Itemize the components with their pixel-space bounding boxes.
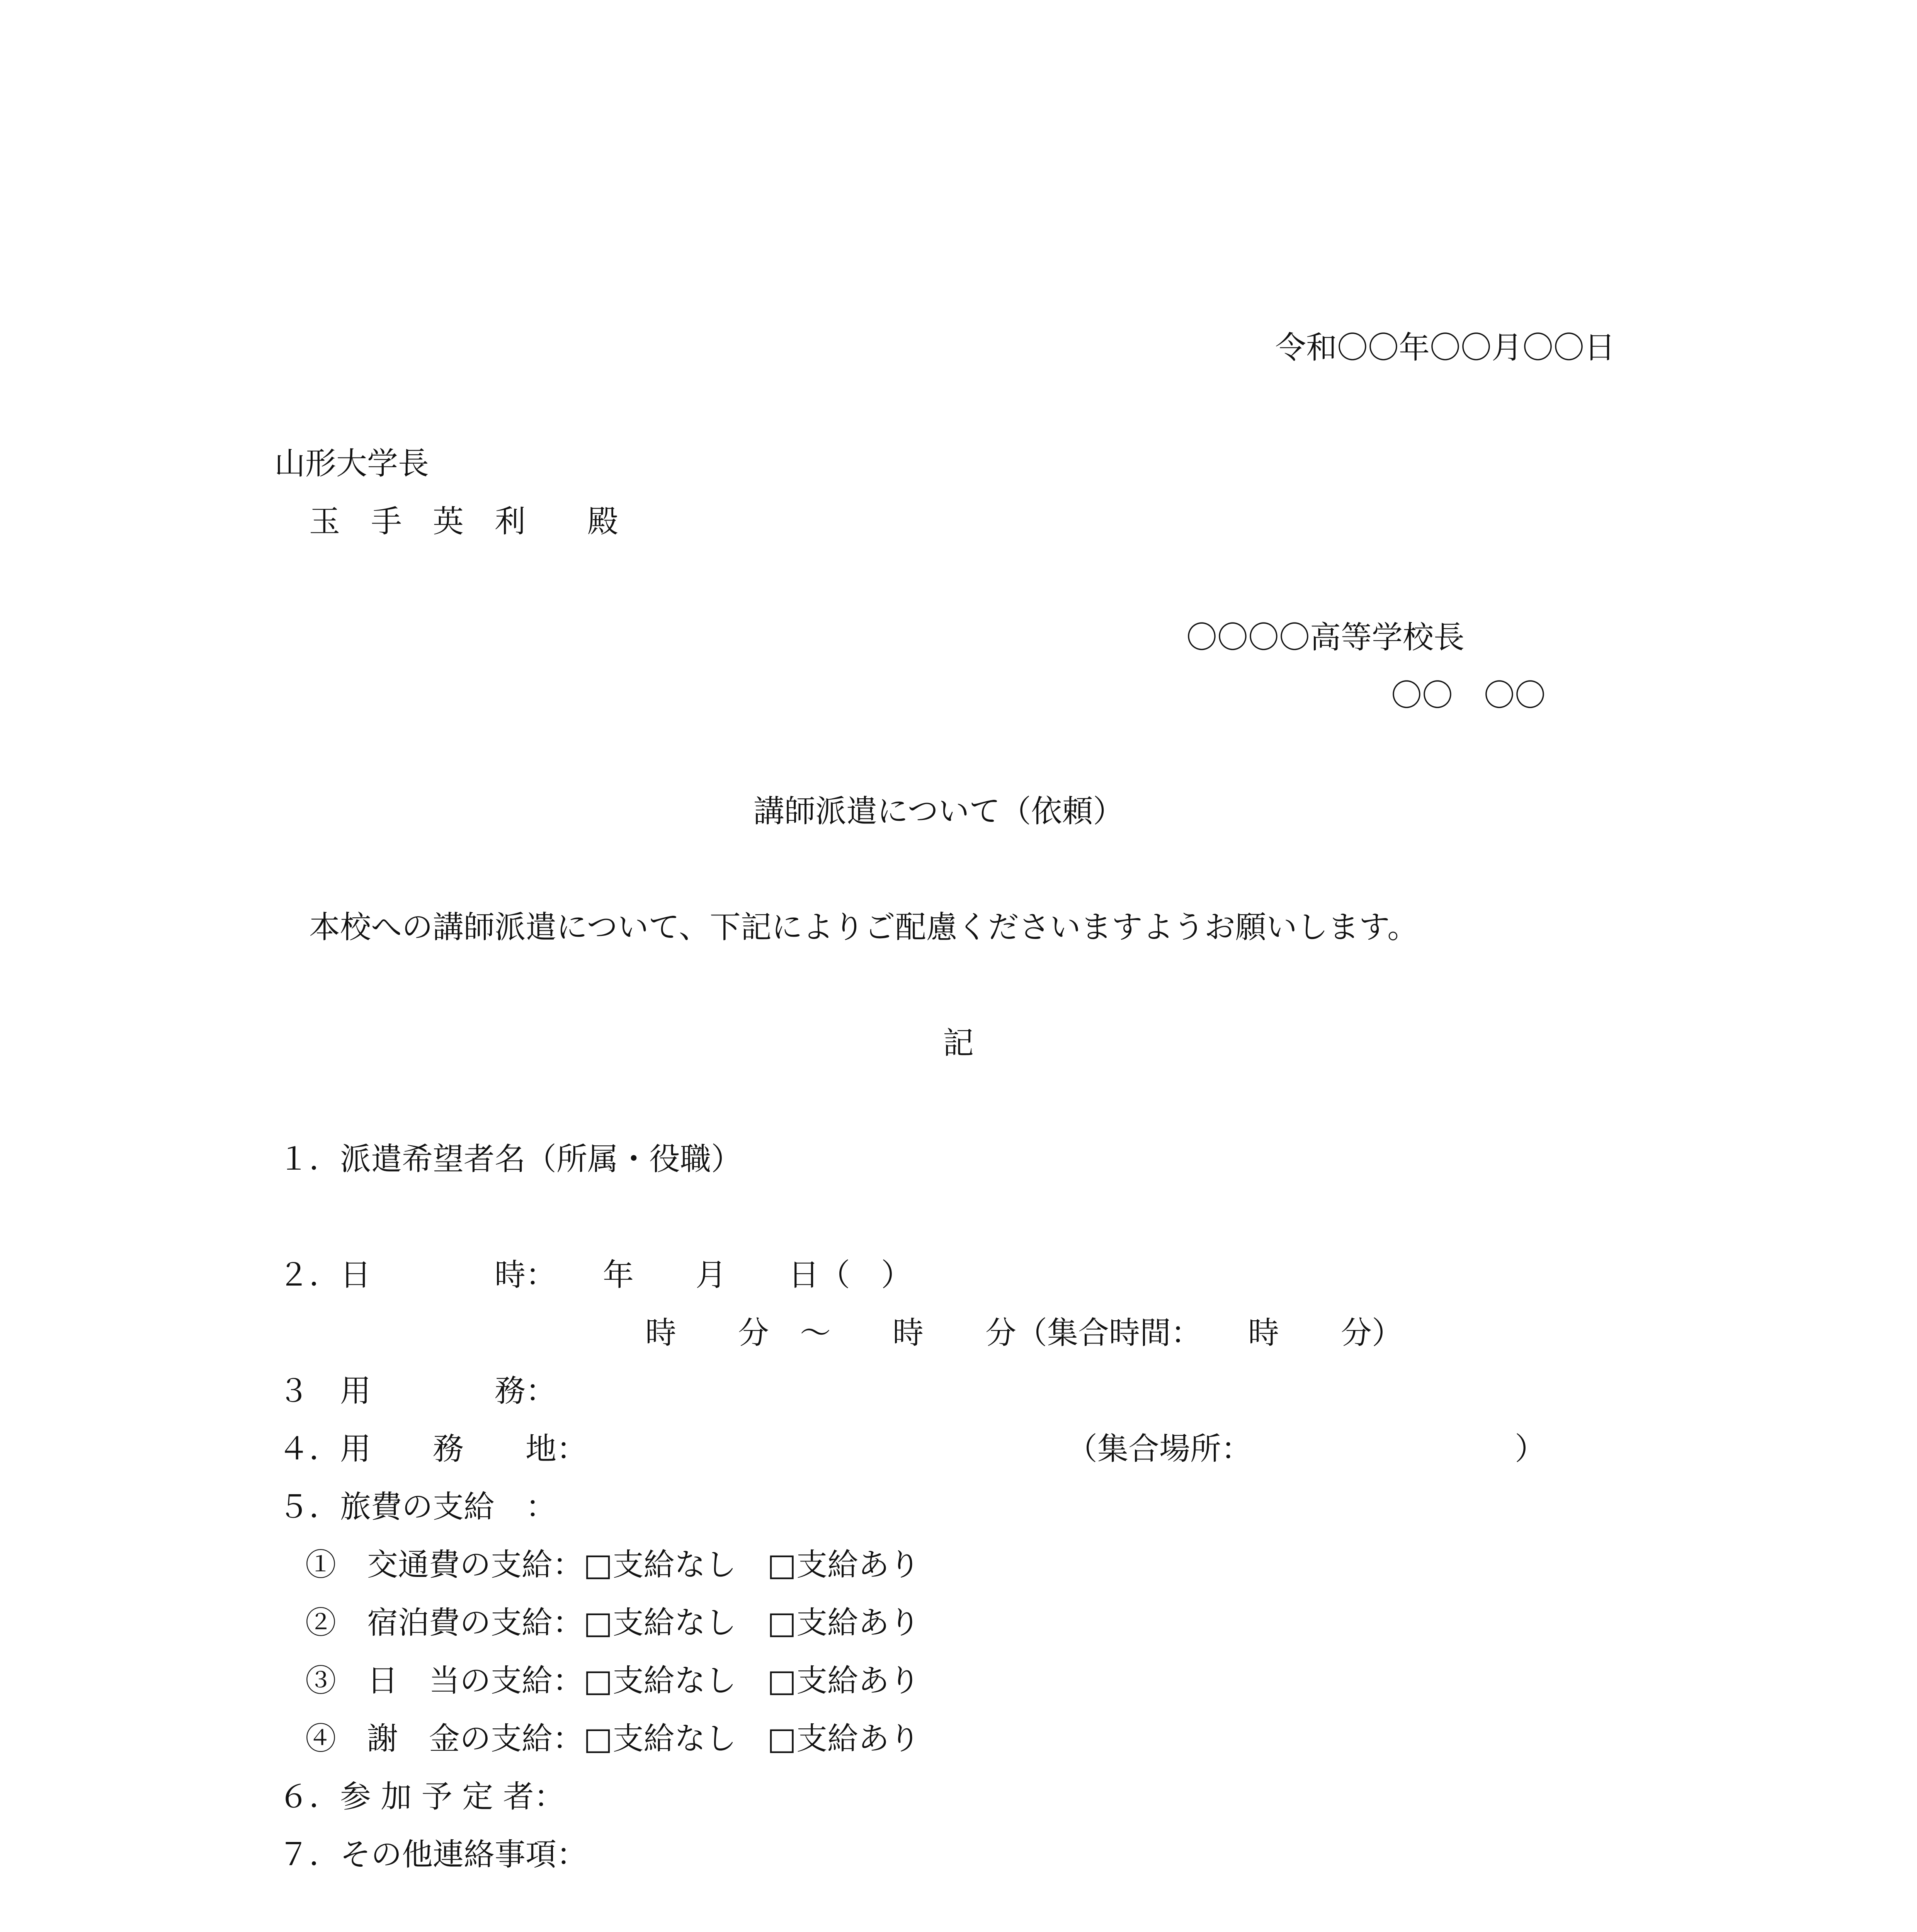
recipient-org: 山形大学長 xyxy=(274,446,429,481)
sub-item-lodging: ② 宿泊費の支給：□支給なし □支給あり xyxy=(305,1605,920,1641)
item-3-business: ３ 用 務： xyxy=(278,1373,556,1409)
body-text: 本校への講師派遣について、下記によりご配慮くださいますようお願いします。 xyxy=(309,909,1419,945)
item-2-datetime: ２．日 時： 年 月 日（ ） xyxy=(278,1257,912,1293)
item-4-meeting-place: （集合場所： ） xyxy=(1067,1431,1546,1467)
recipient-name: 玉 手 英 利 殿 xyxy=(309,503,618,539)
ki-heading: 記 xyxy=(943,1025,974,1061)
item-7-other-contact: ７．その他連絡事項： xyxy=(278,1837,587,1872)
item-4-location: ４．用 務 地： xyxy=(278,1431,587,1467)
item-2-time: 時 分 ～ 時 分（集合時間： 時 分） xyxy=(645,1315,1403,1351)
sub-item-daily-allowance: ③ 日 当の支給：□支給なし □支給あり xyxy=(305,1663,920,1699)
sender-org: 〇〇〇〇高等学校長 xyxy=(1186,619,1465,655)
sub-item-honorarium: ④ 謝 金の支給：□支給なし □支給あり xyxy=(305,1721,920,1757)
document-title: 講師派遣について（依頼） xyxy=(754,793,1124,829)
document-date: 令和〇〇年〇〇月〇〇日 xyxy=(1275,330,1615,366)
sender-name: 〇〇 〇〇 xyxy=(1391,677,1546,713)
item-6-participants: ６．参 加 予 定 者： xyxy=(278,1779,565,1815)
item-1-dispatch-person: １．派遣希望者名（所属・役職） xyxy=(278,1141,742,1177)
item-5-travel-expenses: ５．旅費の支給 ： xyxy=(278,1489,556,1525)
sub-item-transport: ① 交通費の支給：□支給なし □支給あり xyxy=(305,1547,920,1583)
